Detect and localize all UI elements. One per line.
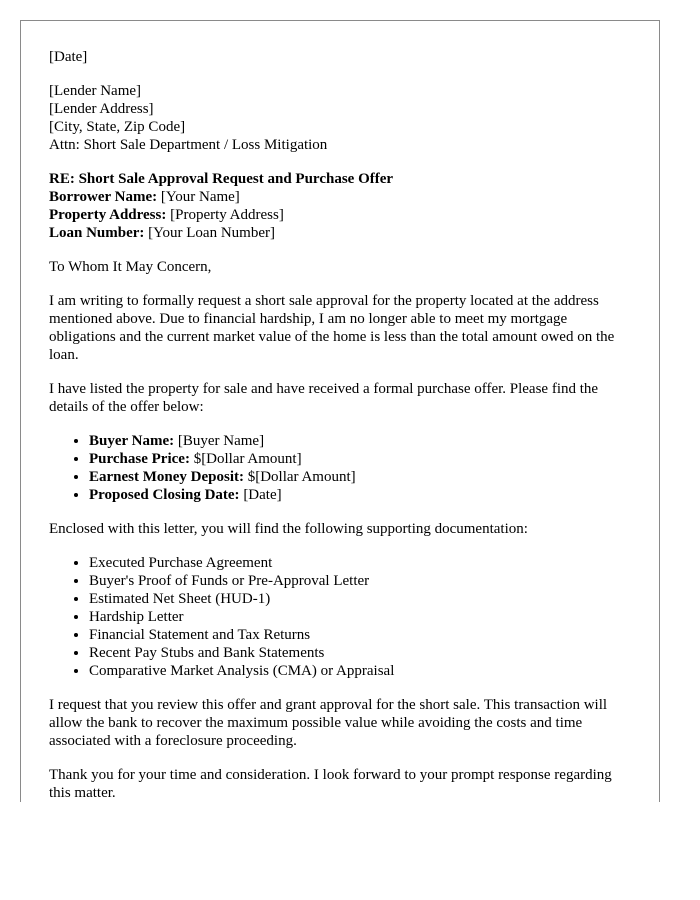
lender-address: [Lender Address]	[49, 101, 154, 117]
re-subject: RE: Short Sale Approval Request and Purchase Offer	[49, 171, 394, 187]
offer-detail-label: Purchase Price:	[89, 451, 190, 467]
property-label: Property Address:	[49, 207, 167, 223]
letter-date: [Date]	[49, 49, 88, 65]
paragraph-enclosures-intro: Enclosed with this letter, you will find the following supporting documentation:	[49, 521, 528, 537]
lender-city-state-zip: [City, State, Zip Code]	[49, 119, 186, 135]
paragraph-offer-intro: I have listed the property for sale and have received a formal purchase offer. Please find the details of the offer below:	[49, 381, 599, 415]
paragraph-request: I am writing to formally request a short sale approval for the property located at the address mentioned above. Due to financial hardship, I am no longer able to meet my mortgage obligations and the current market value of the home is less than the total amount owed on the loan.	[49, 293, 615, 363]
loan-line	[49, 224, 634, 242]
offer-detail-value: [Buyer Name]	[174, 433, 265, 449]
list-item: • Recent Pay Stubs and Bank Statements	[89, 644, 634, 662]
list-item	[89, 468, 634, 486]
borrower-line	[49, 188, 634, 206]
letter-page	[20, 20, 660, 802]
lender-name: [Lender Name]	[49, 83, 142, 99]
property-line	[49, 206, 634, 224]
re-block	[49, 170, 634, 242]
borrower-label: Borrower Name:	[49, 189, 158, 205]
list-item: • Executed Purchase Agreement	[89, 554, 634, 572]
documents-list	[49, 554, 634, 680]
letter-content	[49, 48, 634, 802]
offer-detail-value: $[Dollar Amount]	[243, 469, 356, 485]
list-item	[89, 432, 634, 450]
list-item: • Financial Statement and Tax Returns	[89, 626, 634, 644]
list-item	[89, 450, 634, 468]
offer-details-list	[49, 432, 634, 504]
paragraph-approval-request: I request that you review this offer and grant approval for the short sale. This transaction will allow the bank to recover the maximum possible value while avoiding the costs and time associated with a foreclosure proceeding.	[49, 697, 608, 749]
list-item: • Buyer's Proof of Funds or Pre-Approval Letter	[89, 572, 634, 590]
property-value: [Property Address]	[166, 207, 284, 223]
list-item: • Comparative Market Analysis (CMA) or Appraisal	[89, 662, 634, 680]
offer-detail-label: Proposed Closing Date:	[89, 487, 240, 503]
list-item: • Hardship Letter	[89, 608, 634, 626]
offer-detail-label: Buyer Name:	[89, 433, 175, 449]
list-item: • Estimated Net Sheet (HUD-1)	[89, 590, 634, 608]
borrower-value: [Your Name]	[157, 189, 240, 205]
lender-address-block	[49, 82, 634, 154]
lender-attn: Attn: Short Sale Department / Loss Mitigation	[49, 137, 328, 153]
salutation: To Whom It May Concern,	[49, 259, 212, 275]
list-item	[89, 486, 634, 504]
offer-detail-value: $[Dollar Amount]	[189, 451, 302, 467]
loan-label: Loan Number:	[49, 225, 145, 241]
loan-value: [Your Loan Number]	[144, 225, 275, 241]
offer-detail-label: Earnest Money Deposit:	[89, 469, 244, 485]
paragraph-closing: Thank you for your time and consideration. I look forward to your prompt response regarding this matter.	[49, 767, 612, 801]
offer-detail-value: [Date]	[239, 487, 282, 503]
